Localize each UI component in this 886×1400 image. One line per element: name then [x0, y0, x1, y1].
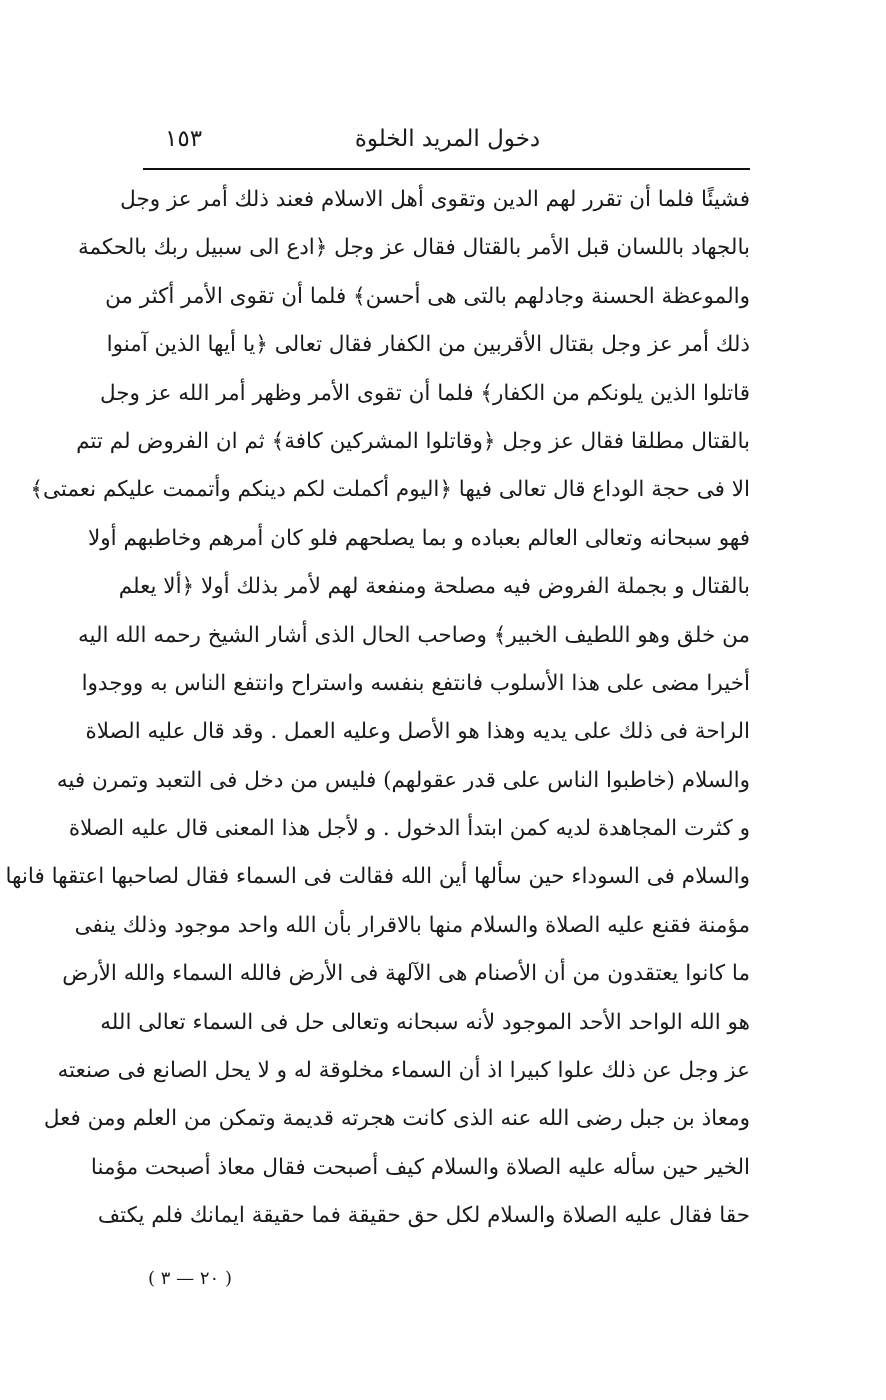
- text-line: أخيرا مضى على هذا الأسلوب فانتفع بنفسه واستراح وانتفع الناس به ووجدوا: [81, 670, 750, 696]
- text-line: عز وجل عن ذلك علوا كبيرا اذ أن السماء مخلوقة له و لا يحل الصانع فى صنعته: [57, 1058, 750, 1084]
- running-head: [145, 120, 750, 170]
- body-text: [5, 176, 750, 1241]
- text-line: الراحة فى ذلك على يديه وهذا هو الأصل وعليه العمل . وقد قال عليه الصلاة: [85, 719, 750, 745]
- text-line: والسلام فى السوداء حين سألها أين الله فقالت فى السماء فقال لصاحبها اعتقها فانها: [5, 864, 750, 890]
- text-line: الخير حين سأله عليه الصلاة والسلام كيف أصبحت فقال معاذ أصبحت مؤمنا: [90, 1154, 750, 1180]
- text-line: بالقتال مطلقا فقال عز وجل ﴿وقاتلوا المشركين كافة﴾ ثم ان الفروض لم تتم: [76, 428, 750, 454]
- text-line: و كثرت المجاهدة لديه كمن ابتدأ الدخول . و لأجل هذا المعنى قال عليه الصلاة: [68, 816, 750, 842]
- text-line: حقا فقال عليه الصلاة والسلام لكل حق حقيقة فما حقيقة ايمانك فلم يكتف: [97, 1203, 750, 1229]
- text-line: من خلق وهو اللطيف الخبير﴾ وصاحب الحال الذى أشار الشيخ رحمه الله اليه: [77, 622, 750, 648]
- printer-signature-mark: ( ٢٠ — ٣ ): [148, 1268, 232, 1289]
- text-line: الا فى حجة الوداع قال تعالى فيها ﴿اليوم أكملت لكم دينكم وأتممت عليكم نعمتى﴾: [30, 477, 750, 503]
- text-line: والسلام (خاطبوا الناس على قدر عقولهم) فليس من دخل فى التعبد وتمرن فيه: [56, 767, 750, 793]
- text-line: مؤمنة فقنع عليه الصلاة والسلام منها بالاقرار بأن الله واحد موجود وذلك ينفى: [74, 912, 750, 938]
- text-line: بالقتال و بجملة الفروض فيه مصلحة ومنفعة لهم لأمر بذلك أولا ﴿ألا يعلم: [118, 574, 750, 600]
- header-rule: [143, 168, 750, 170]
- text-line: هو الله الواحد الأحد الموجود لأنه سبحانه وتعالى حل فى السماء تعالى الله: [100, 1009, 750, 1035]
- text-line: بالجهاد باللسان قبل الأمر بالقتال فقال عز وجل ﴿ادع الى سبيل ربك بالحكمة: [78, 235, 750, 261]
- running-title: دخول المريد الخلوة: [354, 126, 541, 152]
- text-line: ومعاذ بن جبل رضى الله عنه الذى كانت هجرته قديمة وتمكن من العلم ومن فعل: [43, 1106, 750, 1132]
- text-line: قاتلوا الذين يلونكم من الكفار﴾ فلما أن تقوى الأمر وظهر أمر الله عز وجل: [99, 380, 750, 406]
- text-line: والموعظة الحسنة وجادلهم بالتى هى أحسن﴾ فلما أن تقوى الأمر أكثر من: [105, 283, 750, 309]
- page-number: ١٥٣: [165, 126, 203, 152]
- text-line: فشيئًا فلما أن تقرر لهم الدين وتقوى أهل الاسلام فعند ذلك أمر عز وجل: [120, 187, 750, 212]
- text-line: ما كانوا يعتقدون من أن الأصنام هى الآلهة فى الأرض فالله السماء والله الأرض: [62, 961, 750, 987]
- text-line: ذلك أمر عز وجل بقتال الأقربين من الكفار فقال تعالى ﴿يا أيها الذين آمنوا: [106, 332, 750, 358]
- text-line: فهو سبحانه وتعالى العالم بعباده و بما يصلحهم فلو كان أمرهم وخاطبهم أولا: [88, 525, 750, 551]
